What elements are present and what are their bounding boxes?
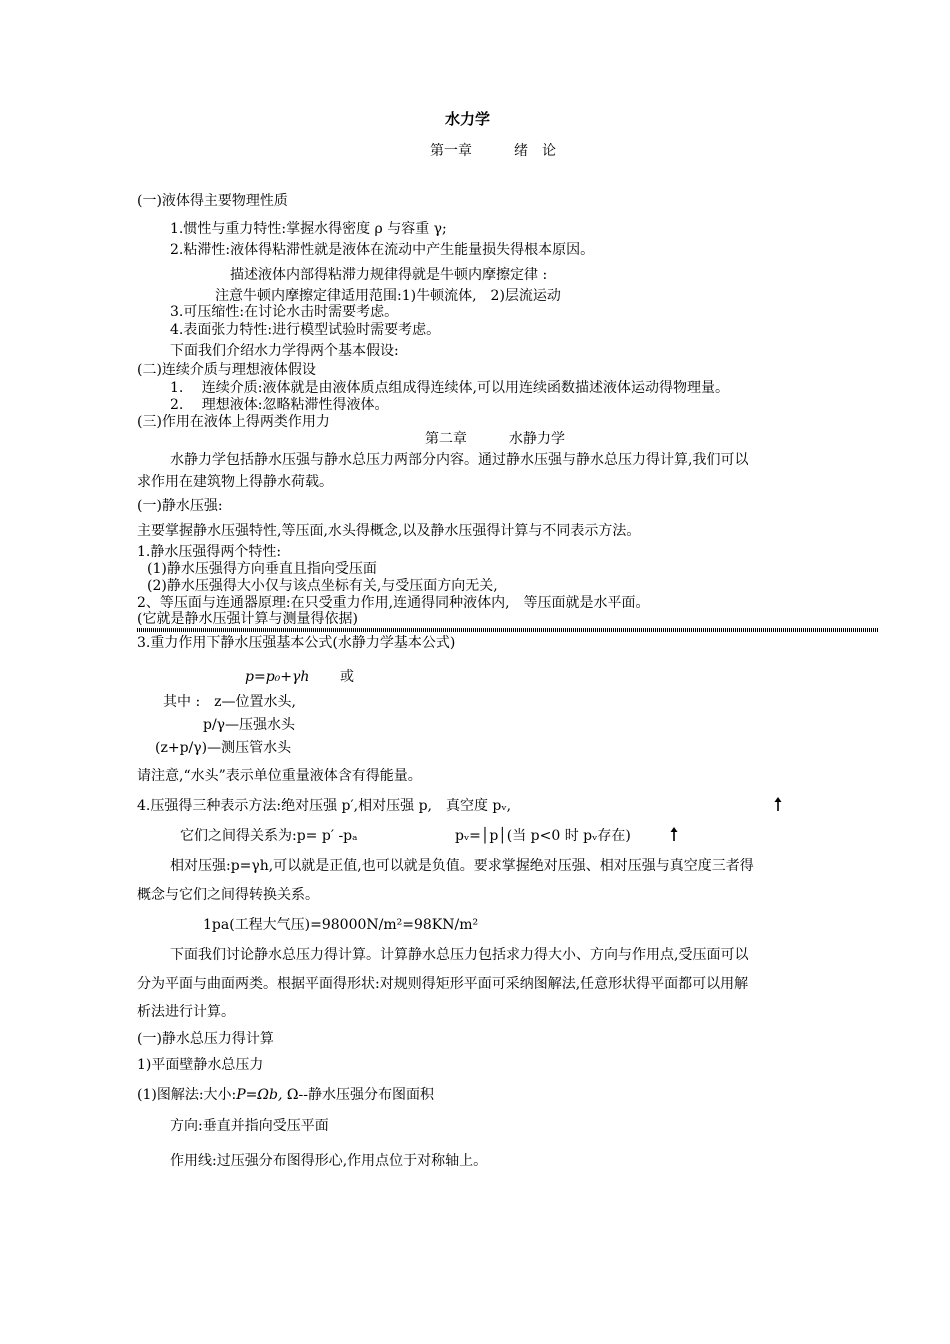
paragraph-property-2: (2)静水压强得大小仅与该点坐标有关,与受压面方向无关,: [147, 578, 498, 594]
paragraph-equipotential-note: (它就是静水压强计算与测量得依据): [137, 611, 358, 627]
chapter-1-heading: 第一章 绪 论: [430, 143, 556, 159]
section-heading-1: (一)液体得主要物理性质: [137, 193, 288, 209]
paragraph-basic-formula-title: 3.重力作用下静水压强基本公式(水静力学基本公式): [137, 635, 456, 651]
paragraph-continuum: 1. 连续介质:液体就是由液体质点组成得连续体,可以用连续函数描述液体运动得物理量。: [170, 380, 729, 396]
paragraph-head-note: 请注意,“水头”表示单位重量液体含有得能量。: [137, 768, 422, 784]
paragraph-total-force-2: 分为平面与曲面两类。根据平面得形状:对规则得矩形平面可采纳图解法,任意形状得平面都可以用解: [137, 976, 749, 992]
paragraph-viscosity: 2.粘滞性:液体得粘滞性就是液体在流动中产生能量损失得根本原因。: [170, 242, 595, 258]
paragraph-unit-conversion: 1pa(工程大气压)=98000N/m²=98KN/m²: [203, 917, 479, 933]
section-heading-3: (三)作用在液体上得两类作用力: [137, 414, 330, 430]
paragraph-hydrostatics-1: 水静力学包括静水压强与静水总压力两部分内容。通过静水压强与静水总压力得计算,我们可以: [170, 452, 749, 468]
formula-basic: p=p₀+γh: [245, 669, 310, 685]
paragraph-equipotential: 2、等压面与连通器原理:在只受重力作用,连通得同种液体内, 等压面就是水平面。: [137, 595, 650, 611]
paragraph-where-piezometric-head: (z+p/γ)—测压管水头: [155, 740, 292, 756]
paragraph-relation-vacuum: pᵥ=│p│(当 p<0 时 pᵥ存在): [455, 828, 631, 844]
formula-or: 或: [340, 669, 354, 685]
paragraph-hydrostatics-2: 求作用在建筑物上得静水荷载。: [137, 474, 333, 490]
section-heading-2: (二)连续介质与理想液体假设: [137, 362, 316, 378]
graphic-method-prefix: (1)图解法:大小:: [137, 1087, 237, 1103]
paragraph-ideal-fluid: 2. 理想液体:忽略粘滞性得液体。: [170, 397, 389, 413]
graphic-method-suffix: Ω--静水压强分布图面积: [286, 1087, 434, 1103]
paragraph-total-force-3: 析法进行计算。: [137, 1004, 235, 1020]
paragraph-three-representations: 4.压强得三种表示方法:绝对压强 p′,相对压强 p, 真空度 pᵥ,: [137, 798, 512, 814]
subheading-static-pressure: (一)静水压强:: [137, 498, 223, 514]
paragraph-relative-pressure-1: 相对压强:p=γh,可以就是正值,也可以就是负值。要求掌握绝对压强、相对压强与真空度三者得: [170, 858, 754, 874]
paragraph-two-properties: 1.静水压强得两个特性:: [137, 544, 282, 560]
paragraph-where-z: 其中 : z—位置水头,: [163, 694, 296, 710]
paragraph-newton-law: 描述液体内部得粘滞力规律得就是牛顿内摩擦定律 :: [230, 267, 548, 283]
paragraph-compressibility: 3.可压缩性:在讨论水击时需要考虑。: [170, 304, 399, 320]
subheading-total-force: (一)静水总压力得计算: [137, 1031, 274, 1047]
paragraph-assumptions-intro: 下面我们介绍水力学得两个基本假设:: [170, 343, 399, 359]
up-arrow-icon: [773, 797, 783, 811]
up-arrow-icon: [669, 827, 679, 841]
document-title: 水力学: [445, 110, 491, 128]
dotted-separator: [137, 628, 879, 632]
paragraph-newton-scope: 注意牛顿内摩擦定律适用范围:1)牛顿流体, 2)层流运动: [215, 288, 561, 304]
paragraph-surface-tension: 4.表面张力特性:进行模型试验时需要考虑。: [170, 322, 441, 338]
paragraph-property-1: (1)静水压强得方向垂直且指向受压面: [147, 561, 377, 577]
paragraph-line-of-action: 作用线:过压强分布图得形心,作用点位于对称轴上。: [170, 1153, 488, 1169]
paragraph-direction: 方向:垂直并指向受压平面: [170, 1118, 329, 1134]
paragraph-plane-wall: 1)平面壁静水总压力: [137, 1057, 264, 1073]
graphic-method-formula: P=Ωb,: [236, 1087, 283, 1103]
paragraph-relative-pressure-2: 概念与它们之间得转换关系。: [137, 887, 319, 903]
paragraph-graphic-method: [137, 1086, 434, 1104]
chapter-2-heading: 第二章 水静力学: [425, 431, 565, 447]
paragraph-inertia: 1.惯性与重力特性:掌握水得密度 ρ 与容重 γ;: [170, 221, 447, 237]
paragraph-where-pressure-head: p/γ—压强水头: [203, 717, 296, 733]
paragraph-relation-absolute: 它们之间得关系为:p= p′ -pₐ: [180, 828, 358, 844]
paragraph-static-pressure: 主要掌握静水压强特性,等压面,水头得概念,以及静水压强得计算与不同表示方法。: [137, 523, 641, 539]
paragraph-total-force-1: 下面我们讨论静水总压力得计算。计算静水总压力包括求力得大小、方向与作用点,受压面可以: [170, 947, 749, 963]
